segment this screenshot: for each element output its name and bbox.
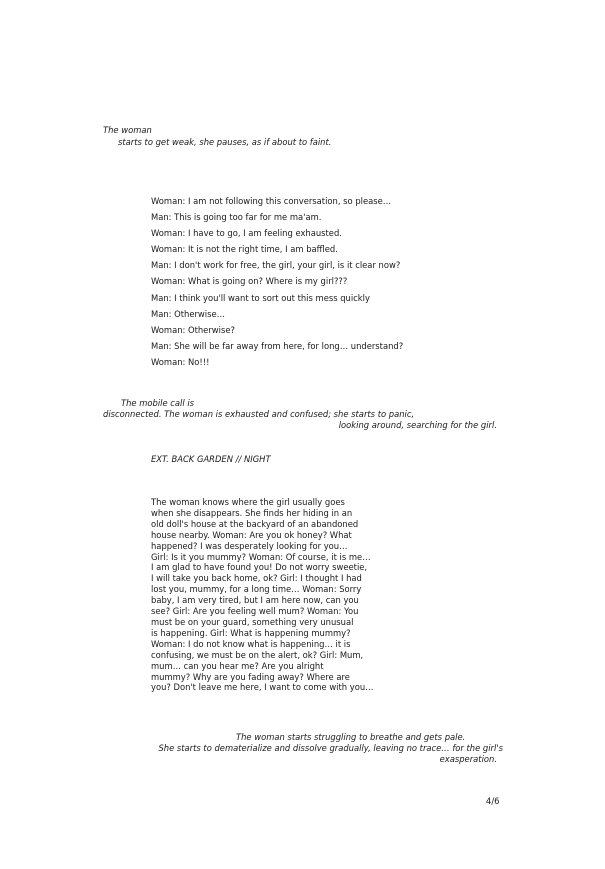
paragraph-line: happened? I was desperately looking for you… — [151, 540, 348, 551]
paragraph-line: old doll's house at the backyard of an abandoned — [151, 518, 359, 529]
paragraph-line: Woman: I do not know what is happening… it is — [151, 638, 351, 649]
paragraph-line: when she disappears. She finds her hiding in an — [151, 507, 353, 518]
paragraph-line: Girl: Is it you mummy? Woman: Of course, it is me… — [151, 551, 371, 562]
stage-direction-2-line-2: disconnected. The woman is exhausted and confused; she starts to panic, — [103, 409, 415, 419]
dialogue-line: Man: I think you'll want to sort out this mess quickly — [151, 292, 370, 303]
paragraph-line: house nearby. Woman: Are you ok honey? What — [151, 529, 352, 540]
paragraph-line: is happening. Girl: What is happening mummy? — [151, 627, 351, 638]
paragraph-line: confusing, we must be on the alert, ok? Girl: Mum, — [151, 649, 364, 660]
dialogue-list — [151, 193, 403, 370]
dialogue-line: Woman: It is not the right time, I am baffled. — [151, 244, 338, 255]
dialogue-line: Man: This is going too far for me ma'am. — [151, 212, 322, 223]
paragraph-line: mum… can you hear me? Are you alright — [151, 660, 324, 671]
paragraph-line: lost you, mummy, for a long time… Woman: Sorry — [151, 584, 362, 595]
dialogue-line: Woman: No!!! — [151, 356, 210, 367]
paragraph-line: must be on your guard, something very unusual — [151, 616, 354, 627]
stage-direction-1-line-1: The woman — [103, 125, 152, 135]
paragraph-line: The woman knows where the girl usually goes — [151, 497, 345, 507]
dialogue-line: Woman: I am not following this conversation, so please… — [151, 196, 392, 206]
dialogue-line: Man: She will be far away from here, for long… understand? — [151, 340, 404, 351]
stage-direction-2-line-1: The mobile call is — [121, 398, 195, 408]
paragraph-line: you? Don't leave me here, I want to come with you… — [151, 682, 374, 693]
stage-direction-3-line-3: exasperation. — [439, 754, 497, 764]
dialogue-line: Woman: I have to go, I am feeling exhausted. — [151, 228, 342, 239]
dialogue-line: Woman: What is going on? Where is my girl??? — [151, 276, 348, 287]
action-paragraph — [151, 497, 374, 693]
dialogue-line: Woman: Otherwise? — [151, 324, 235, 335]
paragraph-line: I will take you back home, ok? Girl: I thought I had — [151, 573, 362, 584]
paragraph-line: baby, I am very tired, but I am here now, can you — [151, 595, 359, 606]
paragraph-line: I am glad to have found you! Do not worry sweetie, — [151, 562, 368, 573]
paragraph-line: mummy? Why are you fading away? Where are — [151, 671, 350, 682]
stage-direction-3-line-1: The woman starts struggling to breathe and gets pale. — [236, 732, 466, 742]
dialogue-line: Man: I don't work for free, the girl, your girl, is it clear now? — [151, 260, 401, 271]
dialogue-line: Man: Otherwise… — [151, 308, 225, 319]
stage-direction-1-line-2: starts to get weak, she pauses, as if about to faint. — [118, 137, 332, 147]
stage-direction-2-line-3: looking around, searching for the girl. — [338, 420, 497, 430]
stage-direction-3-line-2: She starts to dematerialize and dissolve gradually, leaving no trace… for the girl's — [158, 743, 503, 753]
paragraph-line: see? Girl: Are you feeling well mum? Woman: You — [151, 606, 359, 617]
scene-heading: EXT. BACK GARDEN // NIGHT — [151, 454, 271, 464]
page-number: 4/6 — [486, 796, 500, 807]
